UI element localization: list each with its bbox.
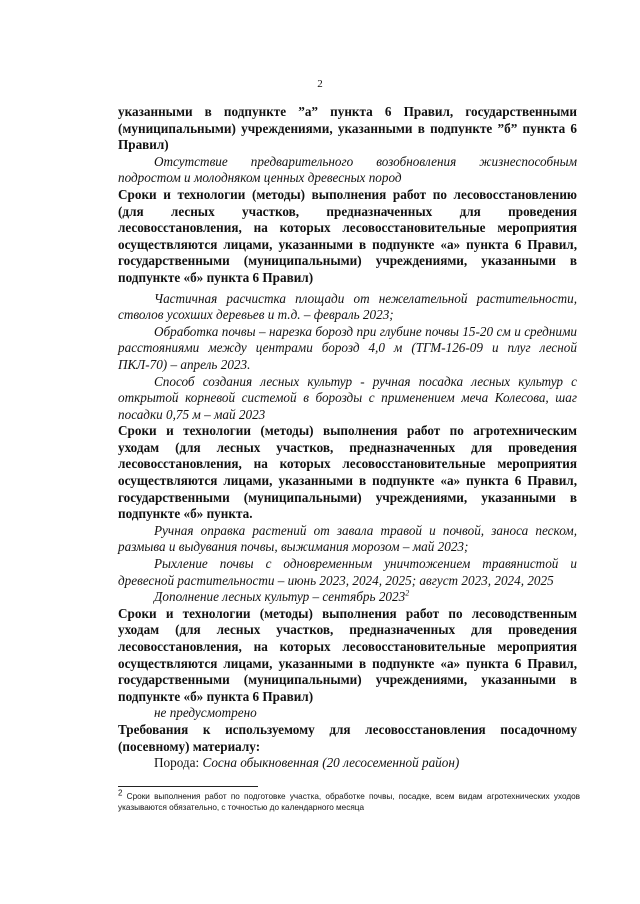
supplement-text: Дополнение лесных культур – сентябрь 2023 bbox=[154, 589, 406, 605]
species-label: Порода: bbox=[154, 755, 203, 771]
paragraph-not-provided: не предусмотрено bbox=[154, 705, 257, 721]
paragraph-clearing: Частичная расчистка площади от нежелательной растительности, стволов усохших деревьев и т.д. – февраль 2023; bbox=[118, 290, 577, 323]
footnote-marker: 2 bbox=[118, 788, 123, 798]
heading-planting-material: Требования к используемому для лесовосстановления посадочному (посевному) материалу: bbox=[118, 721, 577, 754]
footnote-text: Сроки выполнения работ по подготовке участка, обработке почвы, посадке, всем видам агротехнических уходов указываются обязательно, с точностью до календарного месяца bbox=[118, 792, 580, 812]
species-line bbox=[118, 755, 577, 772]
footnote-reference: 2 bbox=[405, 588, 410, 598]
paragraph-reason: Отсутствие предварительного возобновления жизнеспособным подростом и молодняком ценных древесных пород bbox=[118, 153, 577, 186]
heading-silvicultural-care: Сроки и технологии (методы) выполнения работ по лесоводственным уходам (для лесных участков, предназначенных для проведения лесовосстановления, на которых лесовосстановительные мероприятия осуществляются лицами, указанными в подпункте «а» пункта 6 Правил, государственными (муниципальными) учреждениями, указанными в подпункте «б» пункта 6 Правил) bbox=[118, 605, 577, 704]
page-number: 2 bbox=[317, 78, 323, 90]
paragraph-loosening: Рыхление почвы с одновременным уничтожением травянистой и древесной растительности – июнь 2023, 2024, 2025; август 2023, 2024, 2025 bbox=[118, 556, 577, 588]
species-value: Сосна обыкновенная (20 лесосеменной район) bbox=[202, 755, 460, 771]
heading-reforestation-terms: Сроки и технологии (методы) выполнения работ по лесовосстановлению (для лесных участков, предназначенных для проведения лесовосстановления, на которых лесовосстановительные мероприятия осуществляются лицами, указанными в подпункте «а» пункта 6 Правил, государственными (муниципальными) учреждениями, указанными в подпункте «б» пункта 6 Правил) bbox=[118, 186, 577, 285]
paragraph-supplement bbox=[118, 589, 577, 606]
paragraph-manual-care: Ручная оправка растений от завала травой и почвой, заноса песком, размыва и выдувания почвы, выжимания морозом – май 2023; bbox=[118, 522, 577, 555]
heading-agrotechnical-care: Сроки и технологии (методы) выполнения работ по агротехническим уходам (для лесных участков, предназначенных для проведения лесовосстановления, на которых лесовосстановительные мероприятия осуществляются лицами, указанными в подпункте «а» пункта 6 Правил, государственными (муниципальными) учреждениями, указанными в подпункте «б» пункта. bbox=[118, 423, 577, 522]
footnote bbox=[118, 788, 580, 813]
paragraph-planting-method: Способ создания лесных культур - ручная посадка лесных культур с открытой корневой системой в борозды с применением меча Колесова, шаг посадки 0,75 м – май 2023 bbox=[118, 373, 577, 422]
footnote-divider bbox=[118, 786, 258, 787]
paragraph-header-continuation: указанными в подпункте ”а” пункта 6 Правил, государственными (муниципальными) учреждениями, указанными в подпункте ”б” пункта 6 Правил) bbox=[118, 104, 577, 153]
paragraph-soil-treatment: Обработка почвы – нарезка борозд при глубине почвы 15-20 см и средними расстояниями между центрами борозд 4,0 м (ТГМ-126-09 и плуг лесной ПКЛ-70) – апрель 2023. bbox=[118, 323, 577, 372]
document-body bbox=[118, 104, 577, 772]
